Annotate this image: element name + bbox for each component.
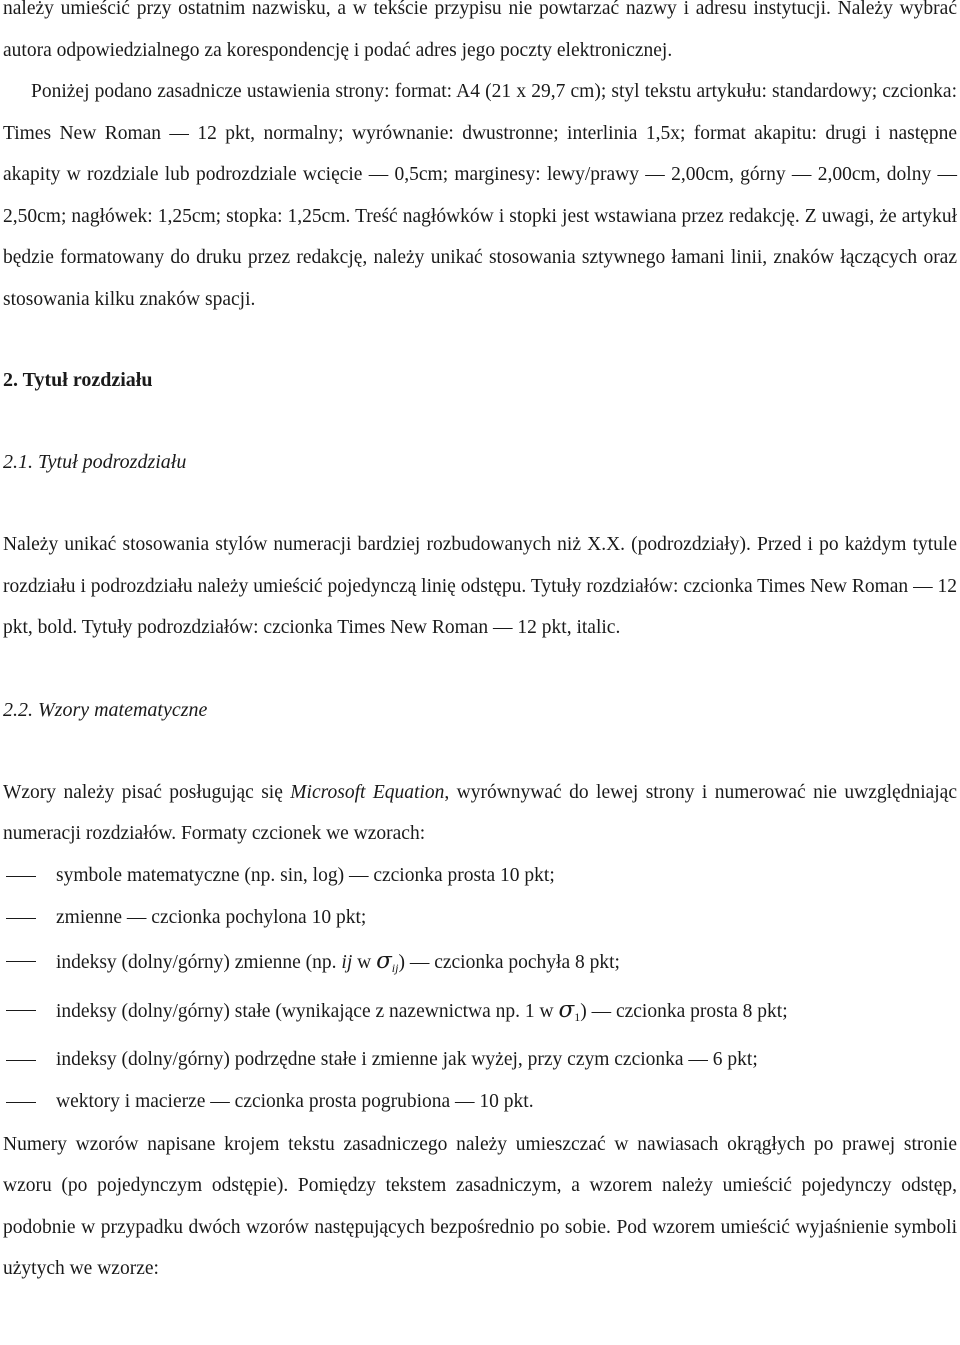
sigma-subscript: ij [391, 960, 399, 975]
list-item [3, 940, 957, 990]
index-example: ij [341, 951, 353, 973]
subchapter-heading-2: 2.2. Wzory matematyczne [3, 698, 208, 721]
list-item [3, 855, 957, 898]
list-item [3, 1039, 957, 1082]
subchapter-heading-1: 2.1. Tytuł podrozdziału [3, 451, 187, 473]
list-item [3, 1081, 957, 1124]
paragraph-equations-intro [3, 772, 957, 855]
paragraph-page-settings: Poniżej podano zasadnicze ustawienia strony: format: A4 (21 x 29,7 cm); styl tekstu artykułu: standardowy; czcionka: Times New Roman — 12 pkt, normalny; wyrównanie: dwustronne; interlinia 1,5x; format akapitu: drugi i następne akapity w rozdziale lub podrozdziale wcięcie — 0,5cm; marginesy: lewy/prawy — 2,00cm, górny — 2,00cm, dolny — 2,50cm; nagłówek: 1,25cm; stopka: 1,25cm. Treść nagłówków i stopki jest wstawiana przez redakcję. Z uwagi, że artykuł będzie formatowany do druku przez redakcję, należy unikać stosowania sztywnego łamani linii, znaków łączących oraz stosowania kilku znaków spacji. [3, 81, 957, 310]
list-item-text: zmienne — czcionka pochylona 10 pkt; [56, 907, 367, 928]
list-item [3, 989, 957, 1039]
paragraph-equation-numbering: Numery wzorów napisane krojem tekstu zasadniczego należy umieszczać w nawiasach okrągłych po prawej stronie wzoru (po pojedynczym odstępie). Pomiędzy tekstem zasadniczym, a wzorem należy umieścić pojedynczy odstęp, podobnie w przypadku dwóch wzorów następujących bezpośrednio po sobie. Pod wzorem umieścić wyjaśnienie symboli użytych we wzorze: [3, 1133, 957, 1279]
document-page [3, 0, 957, 1290]
list-item-text: ) — czcionka prosta 8 pkt; [580, 1001, 788, 1022]
list-item-text: indeksy (dolny/górny) zmienne (np. [56, 951, 342, 973]
font-format-list [3, 855, 957, 1124]
equations-intro-end: , wyrównywać do lewej strony i numerować nie uwzględniając numeracji rozdziałów. Formaty czcionek we wzorach: [3, 781, 957, 844]
sigma-symbol: σ [376, 947, 392, 974]
sigma-symbol: σ [558, 997, 575, 1023]
sigma-subscript: 1 [574, 1010, 581, 1024]
list-item [3, 897, 957, 940]
paragraph-affiliation-note: należy umieścić przy ostatnim nazwisku, a w tekście przypisu nie powtarzać nazwy i adresu instytucji. Należy wybrać autora odpowiedzialnego za korespondencję i podać adres jego poczty elektronicznej. [3, 0, 957, 61]
list-item-text: wektory i macierze — czcionka prosta pogrubiona — 10 pkt. [56, 1091, 534, 1112]
chapter-heading: 2. Tytuł rozdziału [3, 369, 153, 391]
list-item-text: symbole matematyczne (np. sin, log) — czcionka prosta 10 pkt; [56, 864, 555, 886]
list-item-text: ) — czcionka pochyła 8 pkt; [398, 951, 620, 973]
list-item-text: indeksy (dolny/górny) stałe (wynikające z nazewnictwa np. 1 w [56, 1001, 559, 1022]
paragraph-numbering-styles: Należy unikać stosowania stylów numeracji bardziej rozbudowanych niż X.X. (podrozdziały). Przed i po każdym tytule rozdziału i podrozdziału należy umieścić pojedynczą linię odstępu. Tytuły rozdziałów: czcionka Times New Roman — 12 pkt, bold. Tytuły podrozdziałów: czcionka Times New Roman — 12 pkt, italic. [3, 534, 957, 638]
list-item-text: w [352, 951, 377, 973]
list-item-text: indeksy (dolny/górny) podrzędne stałe i zmienne jak wyżej, przy czym czcionka — 6 pkt; [56, 1048, 758, 1070]
equations-intro-start: Wzory należy pisać posługując się [3, 781, 291, 803]
microsoft-equation-emphasis: Microsoft Equation [290, 781, 445, 803]
